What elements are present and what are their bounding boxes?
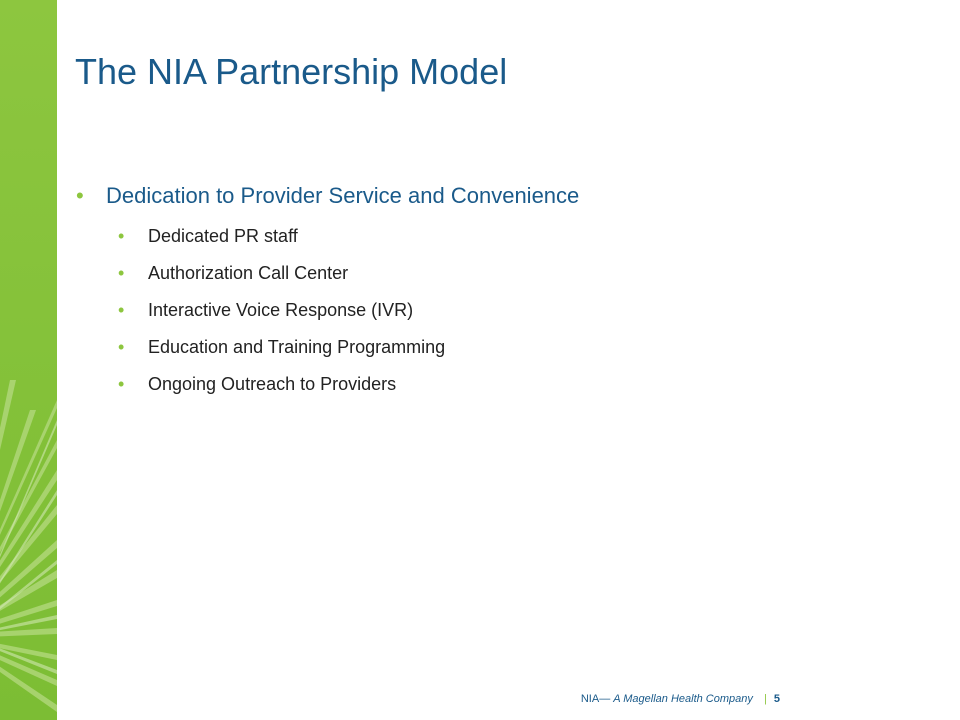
slide-title: The NIA Partnership Model bbox=[75, 51, 508, 92]
sub-bullet-container bbox=[76, 225, 579, 395]
sub-bullet-text: Interactive Voice Response (IVR) bbox=[148, 300, 414, 320]
bullet-dot-icon: • bbox=[118, 226, 125, 246]
sub-bullet-list bbox=[76, 225, 579, 395]
sidebar-sunburst-decoration bbox=[0, 0, 57, 720]
page-number: 5 bbox=[773, 693, 780, 705]
bullet-dot-icon: • bbox=[118, 300, 125, 320]
sub-bullet-item bbox=[118, 373, 579, 395]
bullet-dot-icon: • bbox=[76, 183, 84, 208]
footer-separator: | bbox=[763, 693, 767, 705]
bullet-dot-icon: • bbox=[118, 374, 125, 394]
bullet-dot-icon: • bbox=[118, 263, 125, 283]
footer-tagline: A Magellan Health Company bbox=[613, 693, 753, 705]
sub-bullet-text: Ongoing Outreach to Providers bbox=[148, 374, 397, 394]
sub-bullet-text: Authorization Call Center bbox=[148, 263, 349, 283]
main-bullet-text: Dedication to Provider Service and Convenience bbox=[106, 183, 580, 208]
bullet-dot-icon: • bbox=[118, 337, 125, 357]
sub-bullet-text: Education and Training Programming bbox=[148, 337, 446, 357]
slide-footer bbox=[581, 693, 780, 705]
sub-bullet-item bbox=[118, 262, 579, 284]
sub-bullet-text: Dedicated PR staff bbox=[148, 226, 298, 246]
sub-bullet-item bbox=[118, 225, 579, 247]
bullet-list bbox=[76, 182, 579, 395]
sub-bullet-item bbox=[118, 336, 579, 358]
footer-brand: NIA— bbox=[580, 693, 611, 705]
sub-bullet-item bbox=[118, 299, 579, 321]
sunburst-graphic bbox=[0, 0, 57, 720]
main-bullet bbox=[76, 182, 579, 210]
